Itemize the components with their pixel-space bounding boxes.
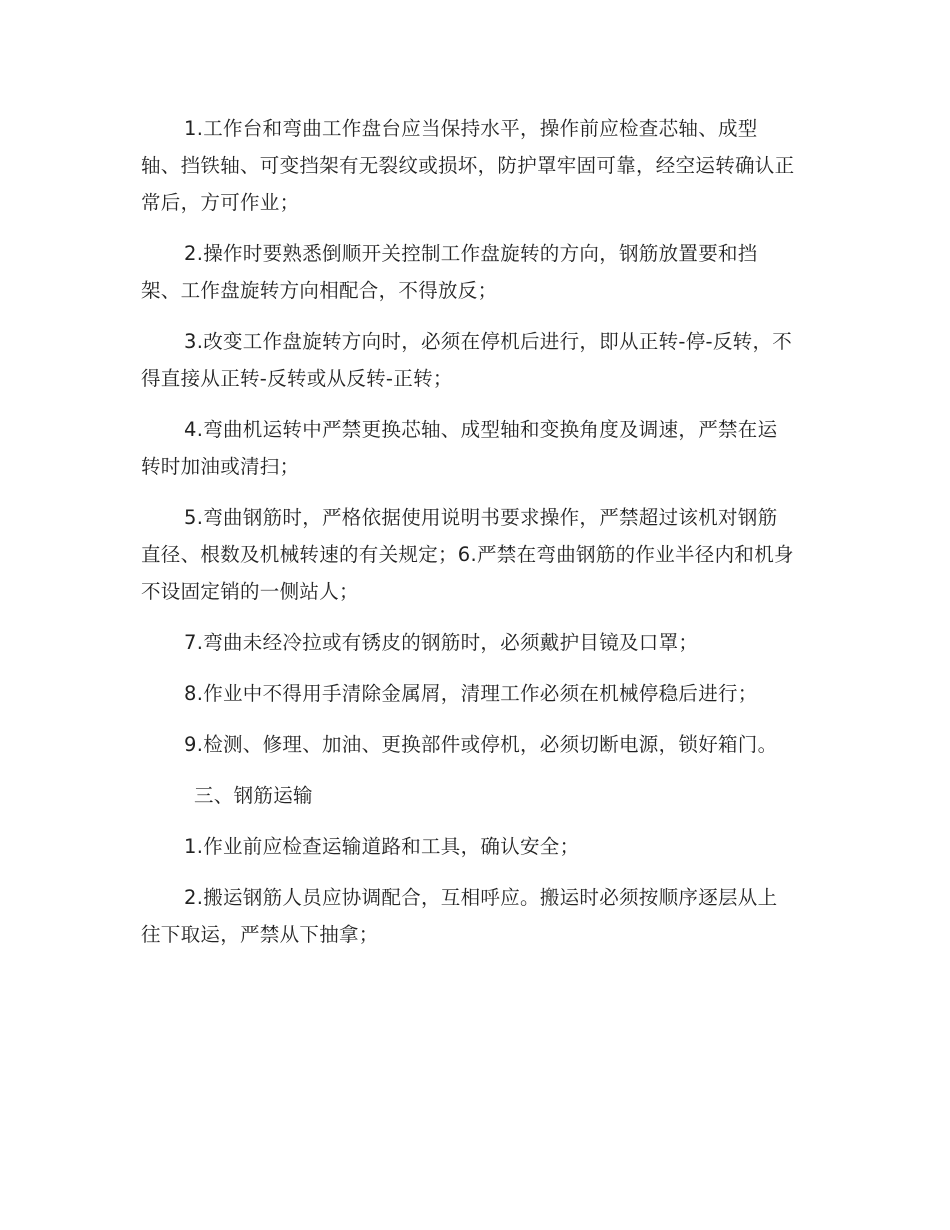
section-heading: 三、钢筋运输 (194, 784, 313, 807)
paragraph-5: 5.弯曲钢筋时，严格依据使用说明书要求操作，严禁超过该机对钢筋直径、根数及机械转速的有关规定；6.严禁在弯曲钢筋的作业半径内和机身不设固定销的一侧站人； (141, 506, 794, 603)
paragraph-7: 7.弯曲未经冷拉或有锈皮的钢筋时，必须戴护目镜及口罩； (184, 631, 699, 654)
paragraph-1: 1.工作台和弯曲工作盘台应当保持水平，操作前应检查芯轴、成型轴、挡铁轴、可变挡架有无裂纹或损坏，防护罩牢固可靠，经空运转确认正常后，方可作业； (141, 117, 795, 214)
paragraph-2: 2.操作时要熟悉倒顺开关控制工作盘旋转的方向，钢筋放置要和挡架、工作盘旋转方向相配合，不得放反； (141, 242, 758, 302)
paragraph-9: 9.检测、修理、加油、更换部件或停机，必须切断电源，锁好箱门。 (184, 733, 778, 756)
document-body (141, 110, 797, 967)
paragraph-4: 4.弯曲机运转中严禁更换芯轴、成型轴和变换角度及调速，严禁在运转时加油或清扫； (141, 418, 778, 478)
section-paragraph-2: 2.搬运钢筋人员应协调配合，互相呼应。搬运时必须按顺序逐层从上往下取运，严禁从下抽拿； (141, 886, 778, 946)
paragraph-3: 3.改变工作盘旋转方向时，必须在停机后进行，即从正转-停-反转，不得直接从正转-反转或从反转-正转； (141, 330, 793, 390)
section-paragraph-1: 1.作业前应检查运输道路和工具，确认安全； (184, 835, 580, 858)
paragraph-8: 8.作业中不得用手清除金属屑，清理工作必须在机械停稳后进行； (184, 682, 758, 705)
